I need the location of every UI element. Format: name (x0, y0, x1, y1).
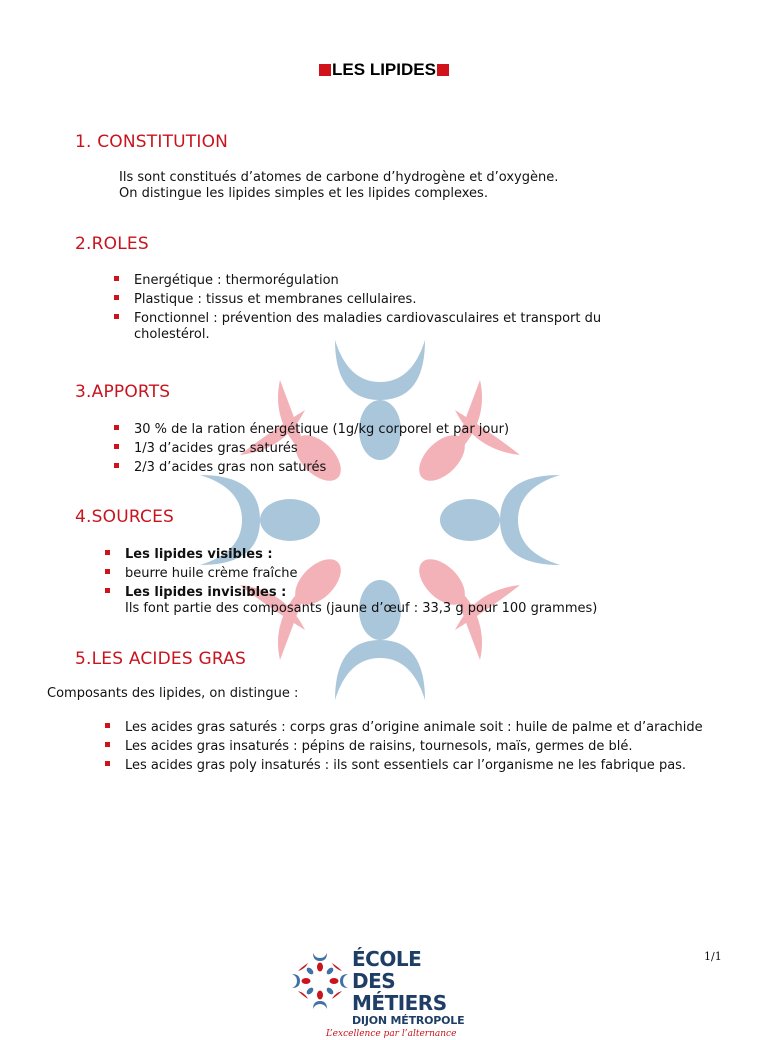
list-item (125, 585, 725, 617)
bullet-icon (114, 425, 119, 430)
section-heading-sources: 4.SOURCES (75, 507, 175, 527)
list-item (125, 720, 705, 736)
sources-list (125, 547, 725, 620)
list-item (134, 311, 654, 343)
list-item-text: Les acides gras insaturés : pépins de raisins, tournesols, maïs, germes de blé. (125, 739, 633, 754)
list-item-detail: Ils font partie des composants (jaune d’œuf : 33,3 g pour 100 grammes) (125, 601, 598, 616)
list-item (134, 460, 694, 476)
acides-gras-list (125, 720, 705, 777)
list-item (134, 422, 694, 438)
bullet-icon (105, 569, 110, 574)
list-item-text: Plastique : tissus et membranes cellulaires. (134, 292, 417, 307)
logo-line-2: DES MÉTIERS (352, 969, 447, 1015)
list-item-text: beurre huile crème fraîche (125, 566, 298, 581)
bullet-icon (114, 444, 119, 449)
bullet-icon (114, 463, 119, 468)
constitution-text (119, 170, 558, 202)
bullet-icon (105, 723, 110, 728)
list-item (134, 292, 694, 308)
section-heading-apports: 3.APPORTS (75, 382, 171, 402)
list-item-text: 2/3 d’acides gras non saturés (134, 460, 327, 475)
list-item-text: Energétique : thermorégulation (134, 273, 339, 288)
acides-gras-intro: Composants des lipides, on distingue : (47, 686, 299, 701)
apports-list (134, 422, 694, 479)
roles-list (134, 273, 694, 346)
bullet-icon (105, 742, 110, 747)
school-logo-icon (290, 948, 350, 1014)
document-title: LES LIPIDES (332, 60, 436, 79)
red-square-icon (319, 64, 331, 76)
bullet-icon (114, 314, 119, 319)
list-item-text: Les lipides invisibles : (125, 585, 287, 600)
bullet-icon (114, 276, 119, 281)
list-item-text: Fonctionnel : prévention des maladies cardiovasculaires et transport du cholestérol. (134, 311, 602, 342)
bullet-icon (114, 295, 119, 300)
list-item (134, 273, 694, 289)
logo-line-1: ÉCOLE (352, 947, 422, 971)
constitution-line: Ils sont constitués d’atomes de carbone d’hydrogène et d’oxygène. (119, 170, 559, 185)
section-heading-roles: 2.ROLES (75, 234, 149, 254)
list-item (125, 566, 725, 582)
list-item (125, 547, 725, 563)
red-square-icon (437, 64, 449, 76)
school-logo-text (326, 947, 490, 1040)
list-item (125, 739, 705, 755)
section-heading-constitution: 1. CONSTITUTION (75, 132, 229, 152)
list-item-text: 1/3 d’acides gras saturés (134, 441, 298, 456)
list-item-text: 30 % de la ration énergétique (1g/kg corporel et par jour) (134, 422, 510, 437)
list-item-text: Les acides gras poly insaturés : ils sont essentiels car l’organisme ne les fabrique pas. (125, 758, 687, 773)
list-item (125, 758, 705, 774)
constitution-line: On distingue les lipides simples et les lipides complexes. (119, 186, 488, 201)
school-logo (290, 944, 490, 1039)
bullet-icon (105, 588, 110, 593)
page-number: 1/1 (704, 950, 722, 963)
document-title-block (0, 60, 768, 80)
list-item (134, 441, 694, 457)
logo-tagline: L’excellence par l’alternance (326, 1029, 457, 1039)
list-item-text: Les lipides visibles : (125, 547, 273, 562)
section-heading-acides-gras: 5.LES ACIDES GRAS (75, 649, 246, 669)
bullet-icon (105, 761, 110, 766)
bullet-icon (105, 550, 110, 555)
list-item-text: Les acides gras saturés : corps gras d’origine animale soit : huile de palme et d’arachide (125, 720, 703, 735)
logo-line-3: DIJON MÉTROPOLE (352, 1014, 465, 1027)
